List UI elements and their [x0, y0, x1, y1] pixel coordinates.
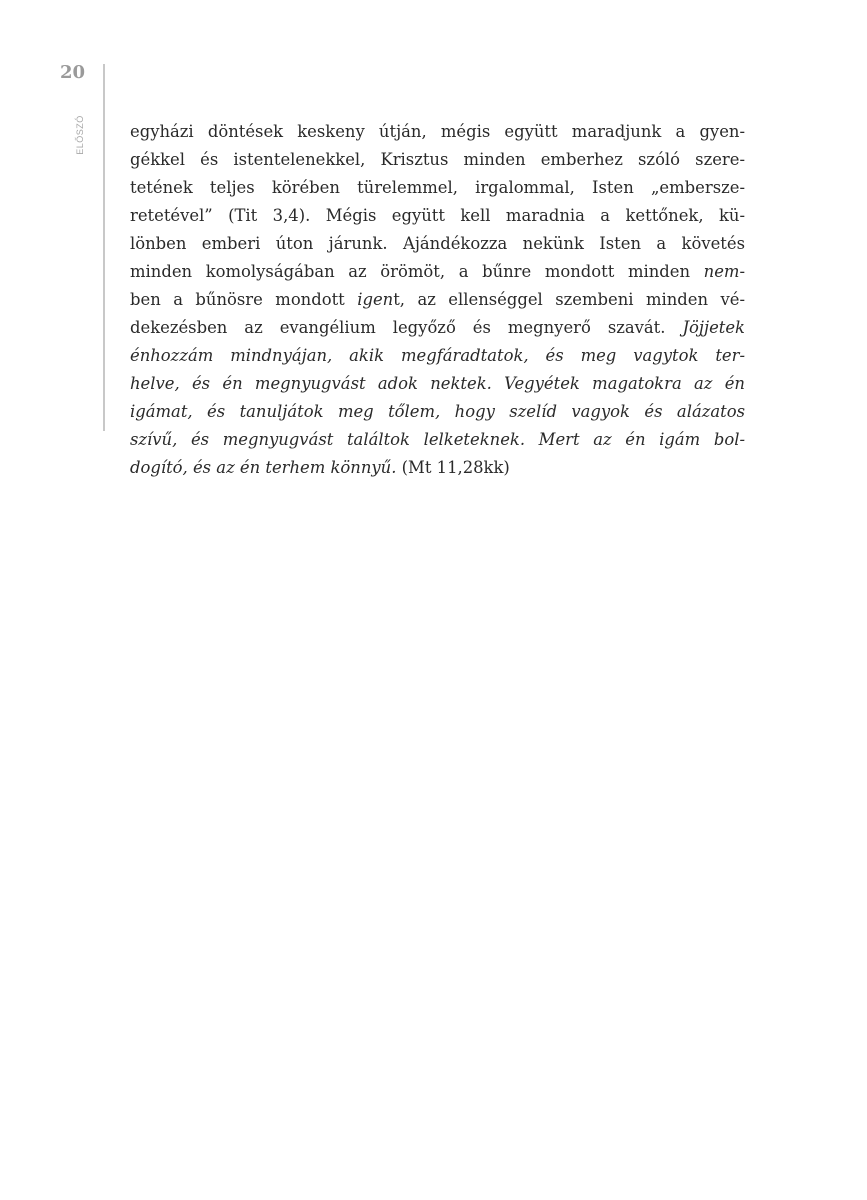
- text-line: [130, 202, 745, 230]
- emphasis-segment: nem: [703, 262, 740, 281]
- quote-segment: szívű, és megnyugvást találtok lelketeknek. Mert az én igám bol-: [130, 430, 745, 449]
- text-segment: ben a bűnösre mondott: [130, 290, 358, 309]
- text-segment: dekezésben az evangélium legyőző és megnyerő szavát.: [130, 318, 683, 337]
- text-line: [130, 258, 745, 286]
- citation: (Mt 11,28kk): [396, 458, 510, 477]
- text-line: [130, 146, 745, 174]
- text-segment: retetével” (Tit 3,4). Mégis együtt kell maradnia a kettőnek, kü-: [130, 206, 745, 225]
- quote-segment: dogító, és az én terhem könnyű.: [130, 458, 397, 477]
- quote-line: [130, 426, 745, 454]
- quote-segment: énhozzám mindnyájan, akik megfáradtatok, és meg vagytok ter-: [130, 346, 745, 365]
- body-text: [130, 118, 745, 482]
- text-segment: tetének teljes körében türelemmel, irgalommal, Isten „embersze-: [130, 178, 745, 197]
- text-segment: gékkel és istentelenekkel, Krisztus minden emberhez szóló szere-: [130, 150, 745, 169]
- text-line: [130, 454, 745, 482]
- quote-segment: helve, és én megnyugvást adok nektek. Vegyétek magatokra az én: [130, 374, 745, 393]
- page-number: 20: [60, 62, 86, 83]
- text-segment: lönben emberi úton járunk. Ajándékozza nekünk Isten a követés: [130, 234, 745, 253]
- running-head: ELŐSZÓ: [75, 115, 85, 155]
- text-segment: t, az ellenséggel szembeni minden vé-: [393, 290, 745, 309]
- text-line: [130, 118, 745, 146]
- emphasis-segment: igen: [357, 290, 394, 309]
- text-segment: minden komolyságában az örömöt, a bűnre mondott minden: [130, 262, 704, 281]
- quote-line: [130, 370, 745, 398]
- quote-line: [130, 342, 745, 370]
- text-line: [130, 174, 745, 202]
- text-segment: -: [739, 262, 745, 281]
- text-line: [130, 314, 745, 342]
- text-line: [130, 286, 745, 314]
- quote-line: [130, 398, 745, 426]
- text-segment: egyházi döntések keskeny útján, mégis együtt maradjunk a gyen-: [130, 122, 745, 141]
- quote-segment: igámat, és tanuljátok meg tőlem, hogy szelíd vagyok és alázatos: [130, 402, 745, 421]
- margin-rule: [103, 64, 105, 431]
- quote-segment: Jöjjetek: [682, 318, 745, 337]
- text-line: [130, 230, 745, 258]
